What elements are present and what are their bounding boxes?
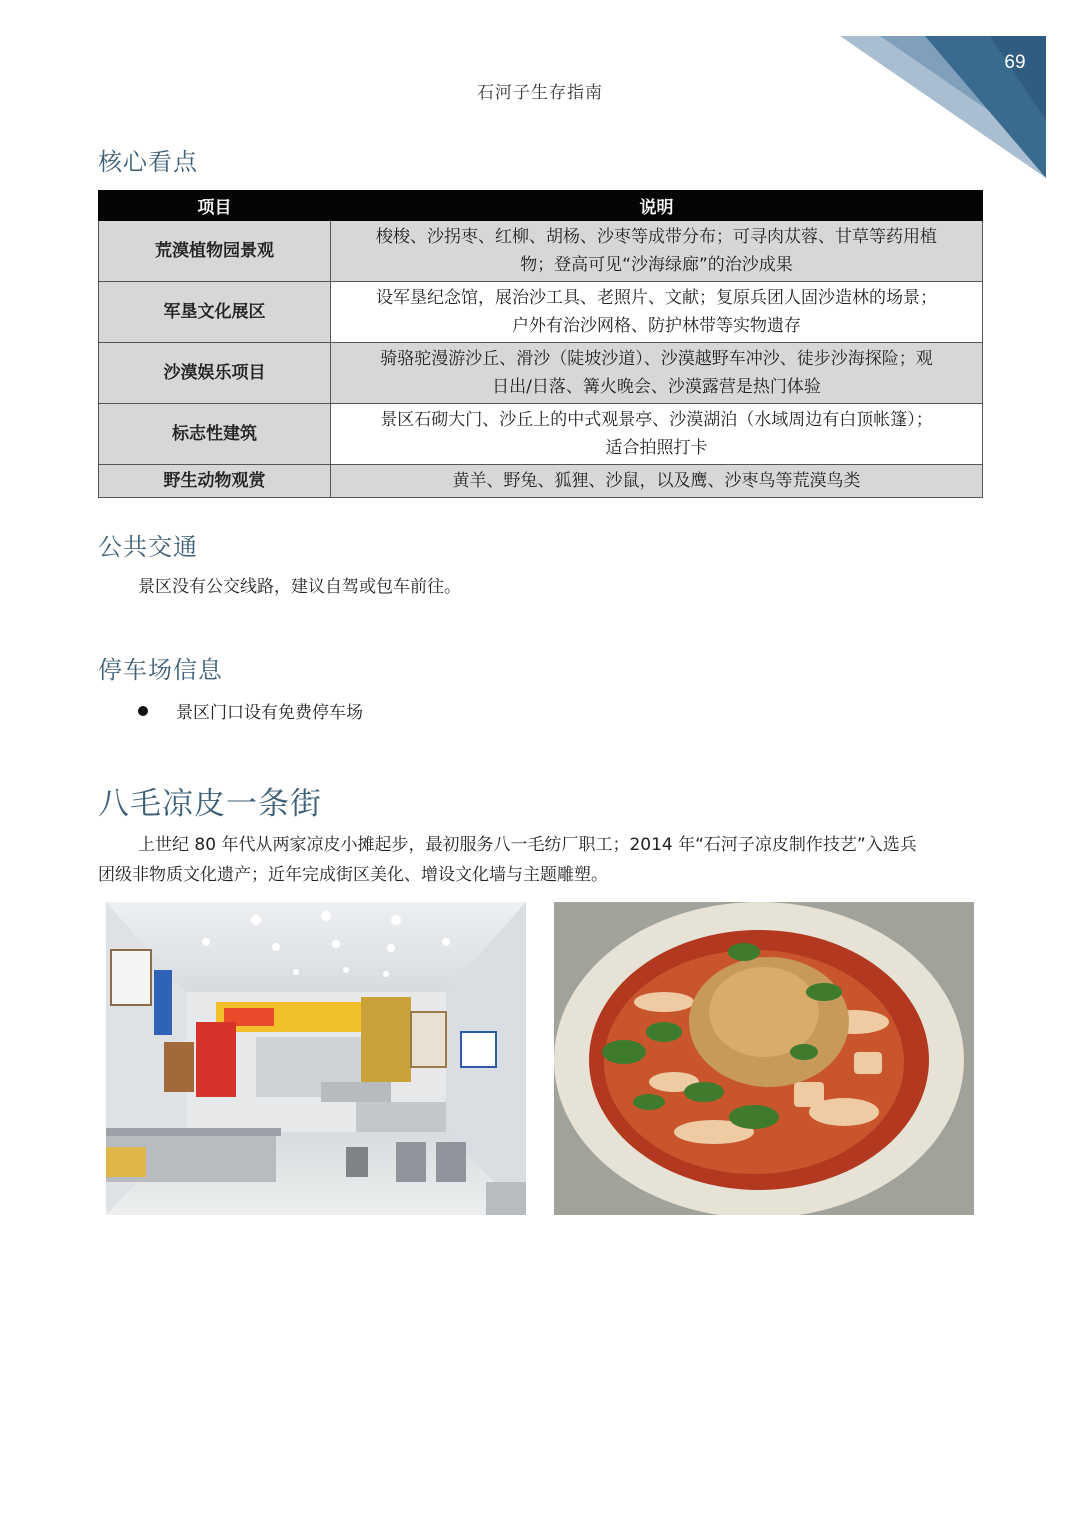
transport-heading: 公共交通 xyxy=(98,533,198,561)
row-name: 野生动物观赏 xyxy=(99,465,331,498)
transport-text: 景区没有公交线路，建议自驾或包车前往。 xyxy=(138,577,461,597)
row-desc: 景区石砌大门、沙丘上的中式观景亭、沙漠湖泊（水域周边有白顶帐篷）； 适合拍照打卡 xyxy=(331,404,983,465)
table-header-desc: 说明 xyxy=(331,191,983,221)
table-row xyxy=(99,282,983,343)
running-title: 石河子生存指南 xyxy=(477,83,603,103)
table-row xyxy=(99,221,983,282)
bullet-icon xyxy=(138,706,148,716)
liangpi-dish-photo xyxy=(554,902,974,1215)
row-desc: 梭梭、沙拐枣、红柳、胡杨、沙枣等成带分布；可寻肉苁蓉、甘草等药用植 物；登高可见“沙海绿廊”的治沙成果 xyxy=(331,221,983,282)
street-intro: 上世纪 80 年代从两家凉皮小摊起步，最初服务八一毛纺厂职工；2014 年“石河子凉皮制作技艺”入选兵 团级非物质文化遗产；近年完成街区美化、增设文化墙与主题雕塑。 xyxy=(98,835,917,885)
table-row xyxy=(99,343,983,404)
row-name: 荒漠植物园景观 xyxy=(99,221,331,282)
row-desc: 骑骆驼漫游沙丘、滑沙（陡坡沙道）、沙漠越野车冲沙、徒步沙海探险；观 日出/日落、篝火晚会、沙漠露营是热门体验 xyxy=(331,343,983,404)
parking-list-item xyxy=(138,698,363,723)
highlights-heading: 核心看点 xyxy=(98,148,198,176)
table-header-item: 项目 xyxy=(99,191,331,221)
restaurant-interior-photo xyxy=(106,902,526,1215)
table-header-row xyxy=(99,191,983,221)
highlights-table xyxy=(98,190,983,498)
row-name: 军垦文化展区 xyxy=(99,282,331,343)
street-heading: 八毛凉皮一条街 xyxy=(98,786,322,822)
parking-heading: 停车场信息 xyxy=(98,656,223,684)
row-name: 沙漠娱乐项目 xyxy=(99,343,331,404)
row-desc: 黄羊、野兔、狐狸、沙鼠，以及鹰、沙枣鸟等荒漠鸟类 xyxy=(331,465,983,498)
row-desc: 设军垦纪念馆，展治沙工具、老照片、文献；复原兵团人固沙造林的场景； 户外有治沙网格、防护林带等实物遗存 xyxy=(331,282,983,343)
table-row xyxy=(99,404,983,465)
table-row xyxy=(99,465,983,498)
page-number: 69 xyxy=(1004,52,1026,73)
parking-item-text: 景区门口设有免费停车场 xyxy=(176,703,363,723)
row-name: 标志性建筑 xyxy=(99,404,331,465)
